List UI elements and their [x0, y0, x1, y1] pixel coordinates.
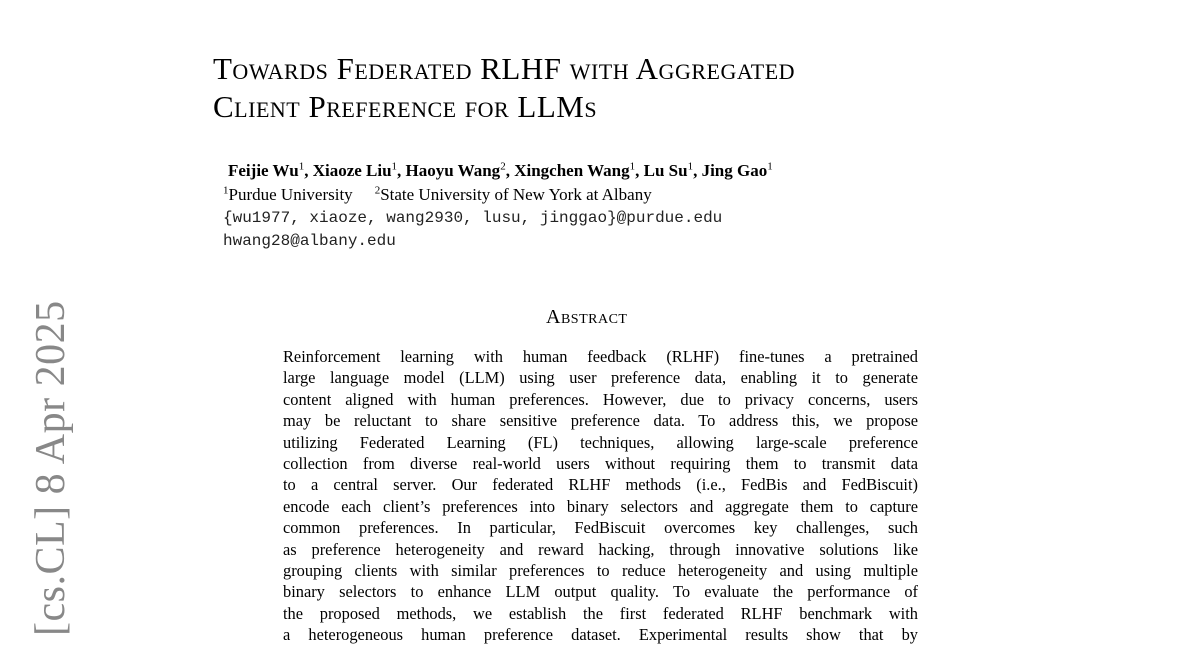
author-name: Xiaoze Liu — [312, 161, 392, 180]
email-albany: hwang28@albany.edu — [223, 232, 396, 250]
abstract-line: common preferences. In particular, FedBiscuit overcomes key challenges, such — [283, 518, 918, 538]
email-purdue: {wu1977, xiaoze, wang2930, lusu, jinggao}@purdue.edu — [223, 209, 723, 227]
author-name: Haoyu Wang — [405, 161, 501, 180]
author-affiliation-mark: 1 — [767, 160, 773, 173]
author-list: Feijie Wu$^1$, Xiaoze Liu$^1$, Haoyu Wang$^2$, Xingchen Wang$^1$, Lu Su$^1$, Jing Gao$^1$ — [228, 160, 773, 180]
abstract-line: binary selectors to enhance LLM output quality. To evaluate the performance of — [283, 582, 918, 602]
abstract-line: large language model (LLM) using user preference data, enabling it to generate — [283, 368, 918, 388]
abstract-heading: Abstract — [546, 306, 628, 328]
abstract-line: as preference heterogeneity and reward hacking, through innovative solutions like — [283, 539, 918, 559]
abstract-line: utilizing Federated Learning (FL) techniques, allowing large-scale preference — [283, 432, 918, 452]
author-affiliation-mark: 2 — [500, 160, 506, 173]
affiliation-mark: 2 — [374, 184, 381, 197]
paper-title-line-2: Client Preference for LLMs — [213, 89, 598, 124]
affiliation-name: State University of New York at Albany — [380, 185, 652, 204]
author-affiliation-mark: 1 — [629, 160, 636, 173]
arxiv-side-stamp: [cs.CL] 8 Apr 2025 — [28, 300, 74, 636]
author-name: Lu Su — [643, 161, 688, 180]
affiliation-mark: 1 — [223, 184, 229, 197]
abstract-line: may be reluctant to share sensitive preference data. To address this, we propose — [283, 411, 918, 431]
author-name: Xingchen Wang — [514, 161, 630, 180]
author-affiliation-mark: 1 — [687, 160, 694, 173]
abstract-line: Reinforcement learning with human feedback (RLHF) fine-tunes a pretrained — [283, 347, 918, 366]
abstract-line: content aligned with human preferences. However, due to privacy concerns, users — [283, 389, 918, 409]
paper-title — [213, 50, 795, 126]
author-name: Feijie Wu — [228, 161, 299, 180]
abstract-line: to a central server. Our federated RLHF methods (i.e., FedBis and FedBiscuit) — [283, 475, 918, 495]
abstract-line: collection from diverse real-world users without requiring them to transmit data — [283, 454, 918, 474]
affiliation-name: Purdue University — [228, 185, 353, 204]
affiliation-list — [223, 184, 652, 206]
paper-title-line-1: Towards Federated RLHF with Aggregated — [213, 51, 796, 86]
abstract-line: encode each client’s preferences into binary selectors and aggregate them to capture — [283, 496, 918, 516]
abstract-body — [283, 346, 918, 646]
author-name: Jing Gao — [701, 161, 768, 180]
abstract-line: a heterogeneous human preference dataset. Experimental results show that by — [283, 625, 918, 645]
author-affiliation-mark: 1 — [391, 160, 398, 173]
abstract-line: grouping clients with similar preferences to reduce heterogeneity and using multiple — [283, 561, 918, 581]
abstract-line: the proposed methods, we establish the first federated RLHF benchmark with — [283, 603, 918, 623]
author-affiliation-mark: 1 — [298, 160, 305, 173]
